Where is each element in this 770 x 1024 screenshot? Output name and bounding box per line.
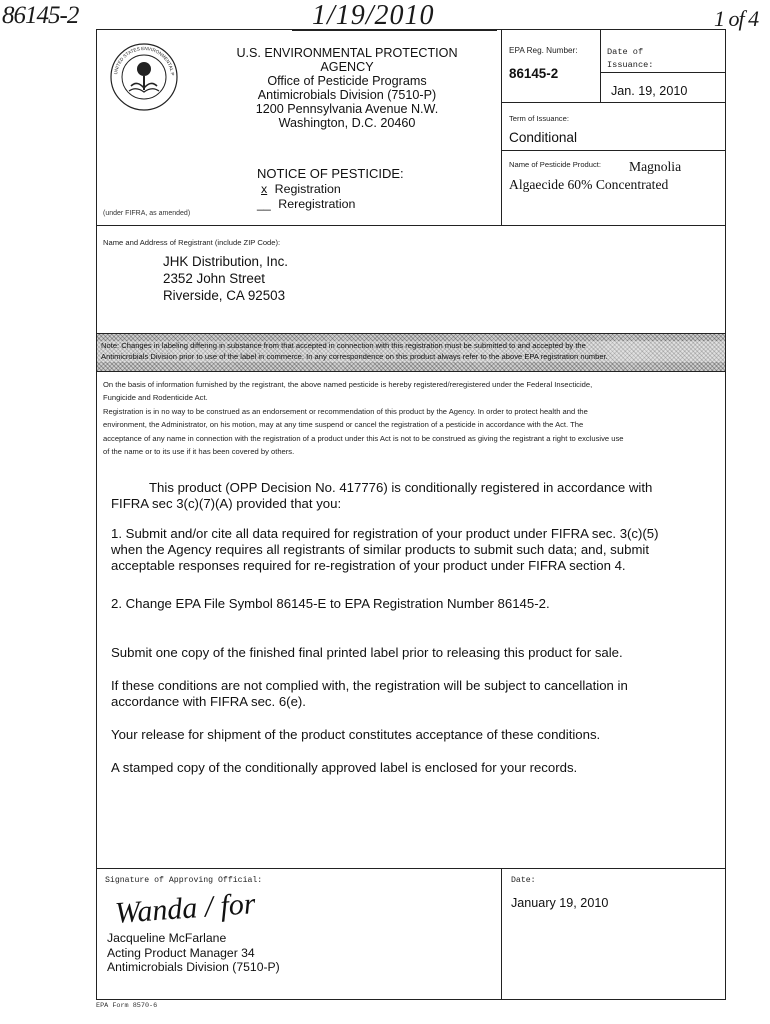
reregistration-option — [257, 197, 355, 211]
signer-title: Acting Product Manager 34 — [107, 945, 255, 960]
notice-band-line-2: Antimicrobials Division prior to use of the label in commerce. In any correspondence on this product always refer to the above EPA registration number. — [97, 352, 725, 363]
fine-print-line-1: On the basis of information furnished by the registrant, the above named pesticide is hereby registered/reregistered under the Federal Insecticide, — [103, 380, 593, 389]
condition-1-line-3: acceptable responses required for re-registration of your product under FIFRA section 4. — [111, 558, 626, 573]
label-submission-paragraph: Submit one copy of the finished final printed label prior to releasing this product for sale. — [111, 645, 623, 660]
product-name-value-2: Algaecide 60% Concentrated — [509, 177, 669, 192]
agency-line-1: U.S. ENVIRONMENTAL PROTECTION — [236, 46, 458, 60]
fifra-note: (under FIFRA, as amended) — [103, 210, 191, 217]
reg-number-value: 86145-2 — [509, 66, 559, 81]
handwritten-page: 1 of 4 — [714, 6, 759, 31]
registrant-street: 2352 John Street — [163, 271, 265, 286]
signer-details — [107, 931, 280, 975]
acceptance-paragraph: Your release for shipment of the product constitutes acceptance of these conditions. — [111, 727, 601, 742]
product-name-label: Name of Pesticide Product: — [509, 160, 602, 169]
term-label: Term of Issuance: — [509, 114, 569, 123]
signature-label: Signature of Approving Official: — [105, 876, 263, 885]
signature-date-label: Date: — [511, 876, 536, 885]
agency-line-2: AGENCY — [320, 60, 374, 74]
registrant-city: Riverside, CA 92503 — [163, 288, 286, 303]
agency-city: Washington, D.C. 20460 — [278, 116, 416, 130]
notice-band-line-1: Note: Changes in labeling differing in substance from that accepted in connection with this registration must be submitted to and accepted by the — [97, 341, 725, 352]
condition-1-line-2: when the Agency requires all registrants of similar products to submit such data; and, submit — [111, 542, 650, 557]
reg-number-label: EPA Reg. Number: — [509, 46, 578, 55]
cancellation-paragraph — [111, 678, 628, 710]
agency-division: Antimicrobials Division (7510-P) — [257, 88, 437, 102]
body-paragraph-1-line-2: FIFRA sec 3(c)(7)(A) provided that you: — [111, 496, 342, 511]
fine-print-line-2: Fungicide and Rodenticide Act. — [103, 393, 208, 403]
issuance-date-label-2: Issuance: — [607, 60, 654, 70]
signature-date-value: January 19, 2010 — [511, 896, 609, 910]
term-value: Conditional — [509, 130, 578, 145]
registration-option — [257, 182, 341, 196]
registration-checkmark: x — [261, 182, 268, 196]
issuance-date-label-1: Date of — [607, 47, 644, 57]
signature-script: Wanda / for — [113, 887, 257, 930]
condition-2: 2. Change EPA File Symbol 86145-E to EPA Registration Number 86145-2. — [111, 596, 550, 611]
enclosure-paragraph: A stamped copy of the conditionally approved label is enclosed for your records. — [111, 760, 578, 775]
cancellation-line-2: accordance with FIFRA sec. 6(e). — [111, 694, 306, 709]
registrant-label: Name and Address of Registrant (include ZIP Code): — [103, 238, 281, 247]
reregistration-checkmark: __ — [257, 197, 271, 211]
epa-seal-icon — [109, 42, 179, 112]
epa-seal-logo — [109, 42, 179, 112]
fine-print-line-4: environment, the Administrator, on his motion, may at any time suspend or cancel the registration of a pesticide in accordance with the Act. The — [103, 420, 584, 430]
registrant-name: JHK Distribution, Inc. — [163, 254, 289, 269]
registration-fine-print — [103, 378, 723, 458]
epa-seal-text: UNITED STATES ENVIRONMENTAL P — [113, 45, 175, 76]
issuance-date-value: Jan. 19, 2010 — [611, 84, 688, 98]
fine-print-line-3: Registration is in no way to be construed as an endorsement or recommendation of this product by the Agency. In order to protect health and the — [103, 406, 588, 416]
registrant-address — [163, 253, 288, 304]
agency-header — [207, 46, 487, 130]
handwritten-reg-number: 86145-2 — [2, 2, 79, 29]
notice-of-pesticide-form — [96, 29, 726, 1000]
fine-print-line-5: acceptance of any name in connection with the registration of a product under this Act is not to be construed as giving the registrant a right to exclusive use — [103, 433, 624, 443]
registration-option-label: Registration — [274, 182, 341, 196]
signer-name: Jacqueline McFarlane — [107, 931, 227, 945]
signer-division: Antimicrobials Division (7510-P) — [107, 960, 280, 974]
fine-print-line-6: of the name or to its use if it has been covered by others. — [103, 447, 295, 457]
agency-street: 1200 Pennsylvania Avenue N.W. — [255, 102, 439, 116]
labeling-change-notice — [97, 334, 725, 371]
condition-1 — [111, 526, 659, 574]
condition-1-line-1: 1. Submit and/or cite all data required for registration of your product under FIFRA sec. 3(c)(5) — [111, 526, 659, 541]
body-paragraph-1 — [111, 480, 652, 512]
handwritten-date: 1/19/2010 — [312, 0, 435, 31]
cancellation-line-1: If these conditions are not complied with, the registration will be subject to cancellation in — [111, 678, 628, 693]
product-name-value-1: Magnolia — [629, 159, 682, 174]
notice-title: NOTICE OF PESTICIDE: — [257, 166, 404, 181]
form-number: EPA Form 8570-6 — [96, 1002, 158, 1010]
product-name-value — [509, 158, 723, 194]
agency-office: Office of Pesticide Programs — [267, 74, 427, 88]
body-paragraph-1-line-1: This product (OPP Decision No. 417776) is conditionally registered in accordance with — [149, 480, 653, 495]
issuance-date-label — [607, 46, 653, 72]
reregistration-option-label: Reregistration — [278, 197, 356, 211]
